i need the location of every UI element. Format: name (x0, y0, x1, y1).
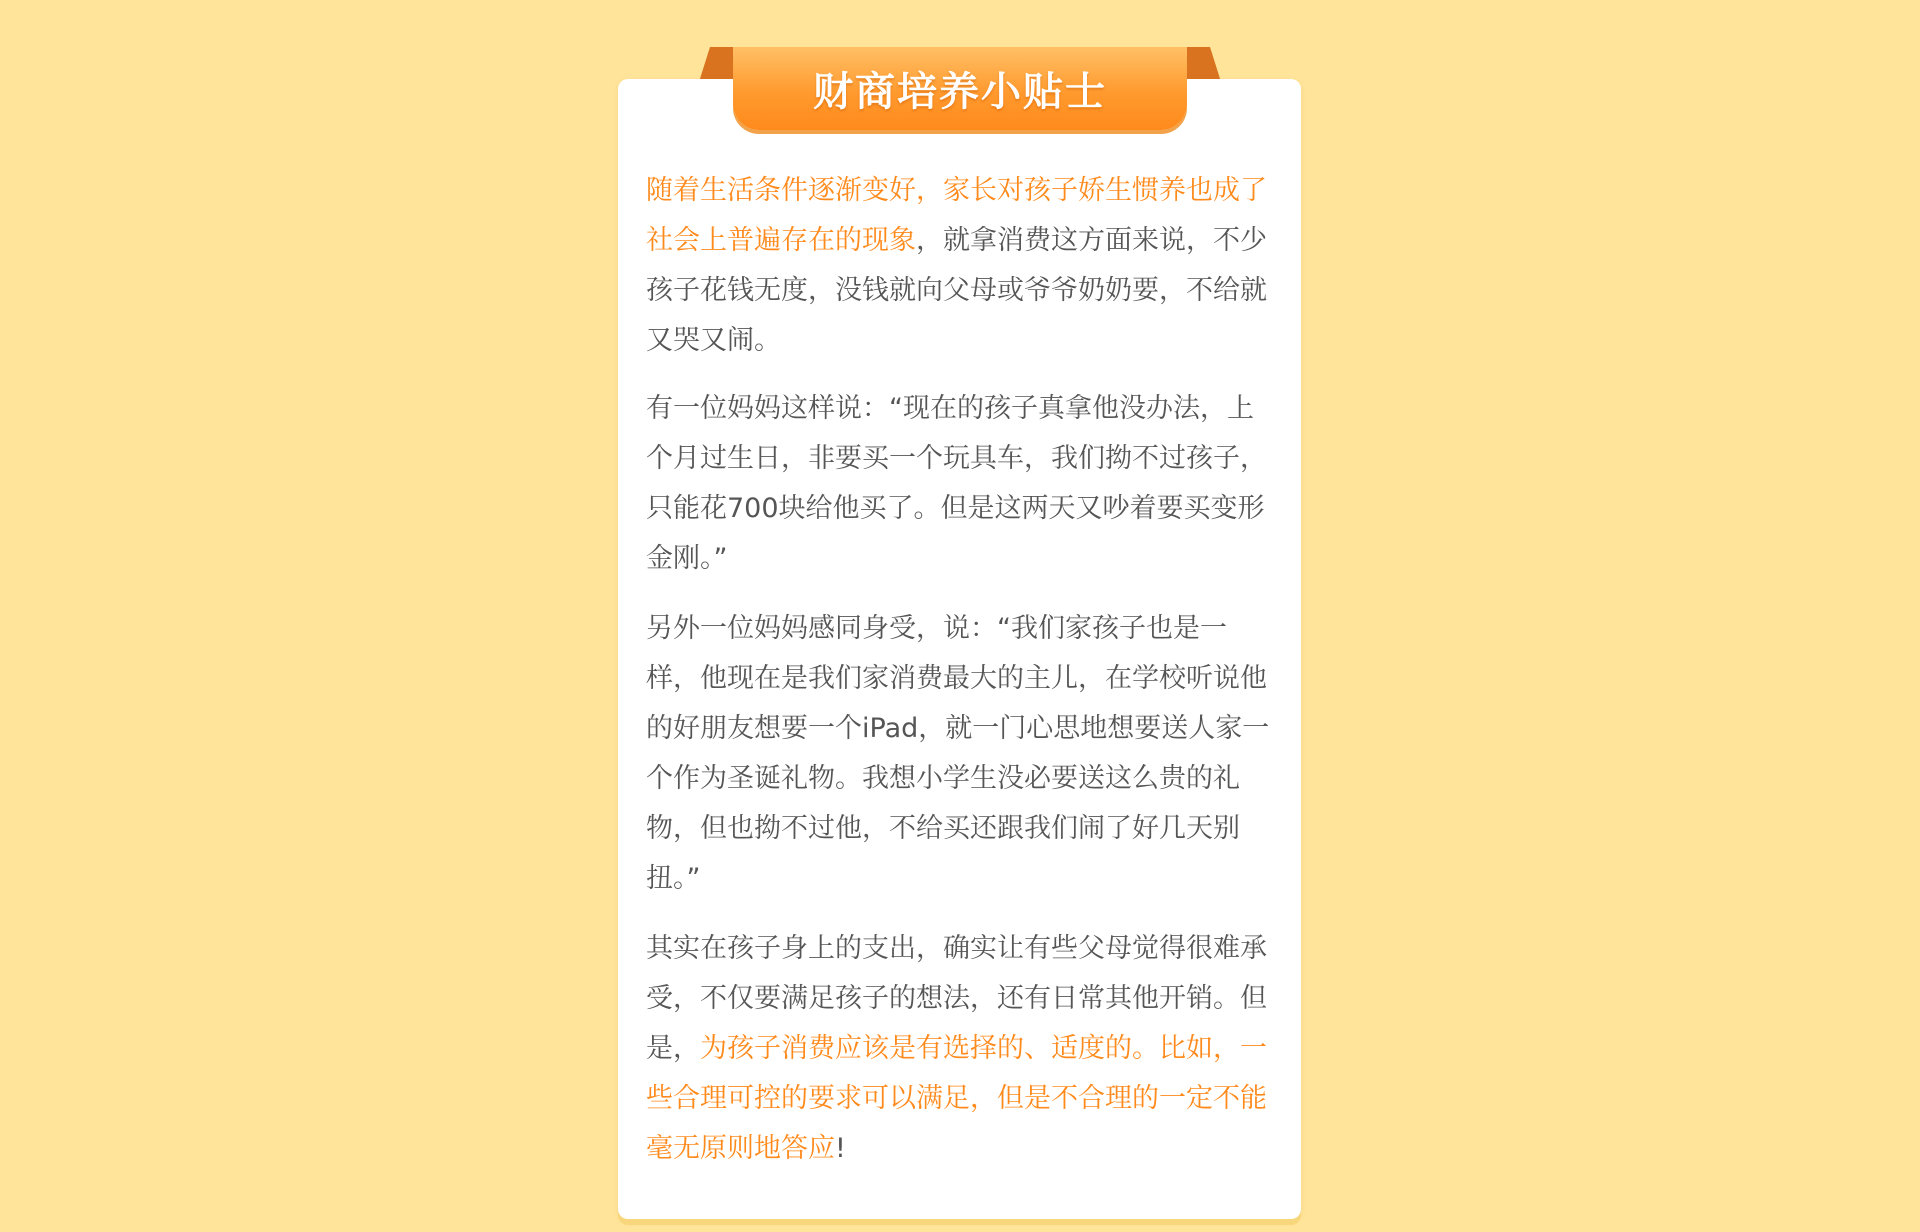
paragraph-1-text: ，就拿消费这方面来说，不少孩子花钱无度，没钱就向父母或爷爷奶奶要，不给就又哭又闹。 (646, 225, 1267, 356)
paragraph-3 (646, 604, 1274, 904)
paragraph-1 (646, 166, 1274, 366)
tips-content (646, 166, 1274, 1174)
paragraph-2 (646, 384, 1274, 584)
highlight-text-1: 随着生活条件逐渐变好，家长对孩子娇生惯养也成了社会上普遍存在的现象 (646, 175, 1267, 256)
highlight-text-2: 为孩子消费应该是有选择的、适度的。比如，一些合理可控的要求可以满足，但是不合理的一定不能毫无原则地答应 (646, 1033, 1267, 1164)
paragraph-4-end: ! (835, 1133, 846, 1164)
paragraph-4-text: 其实在孩子身上的支出，确实让有些父母觉得很难承受，不仅要满足孩子的想法，还有日常其他开销。但是， (646, 933, 1267, 1064)
banner-title: 财商培养小贴士 (813, 69, 1107, 115)
title-banner (733, 47, 1187, 130)
paragraph-3-text: 另外一位妈妈感同身受，说：“我们家孩子也是一样，他现在是我们家消费最大的主儿，在学校听说他的好朋友想要一个iPad，就一门心思地想要送人家一个作为圣诞礼物。我想小学生没必要送这么贵的礼物，但也拗不过他，不给买还跟我们闹了好几天别扭。” (646, 613, 1270, 894)
paragraph-2-text: 有一位妈妈这样说：“现在的孩子真拿他没办法，上个月过生日，非要买一个玩具车，我们拗不过孩子，只能花700块给他买了。但是这两天又吵着要买变形金刚。” (646, 393, 1267, 574)
paragraph-4 (646, 924, 1274, 1174)
